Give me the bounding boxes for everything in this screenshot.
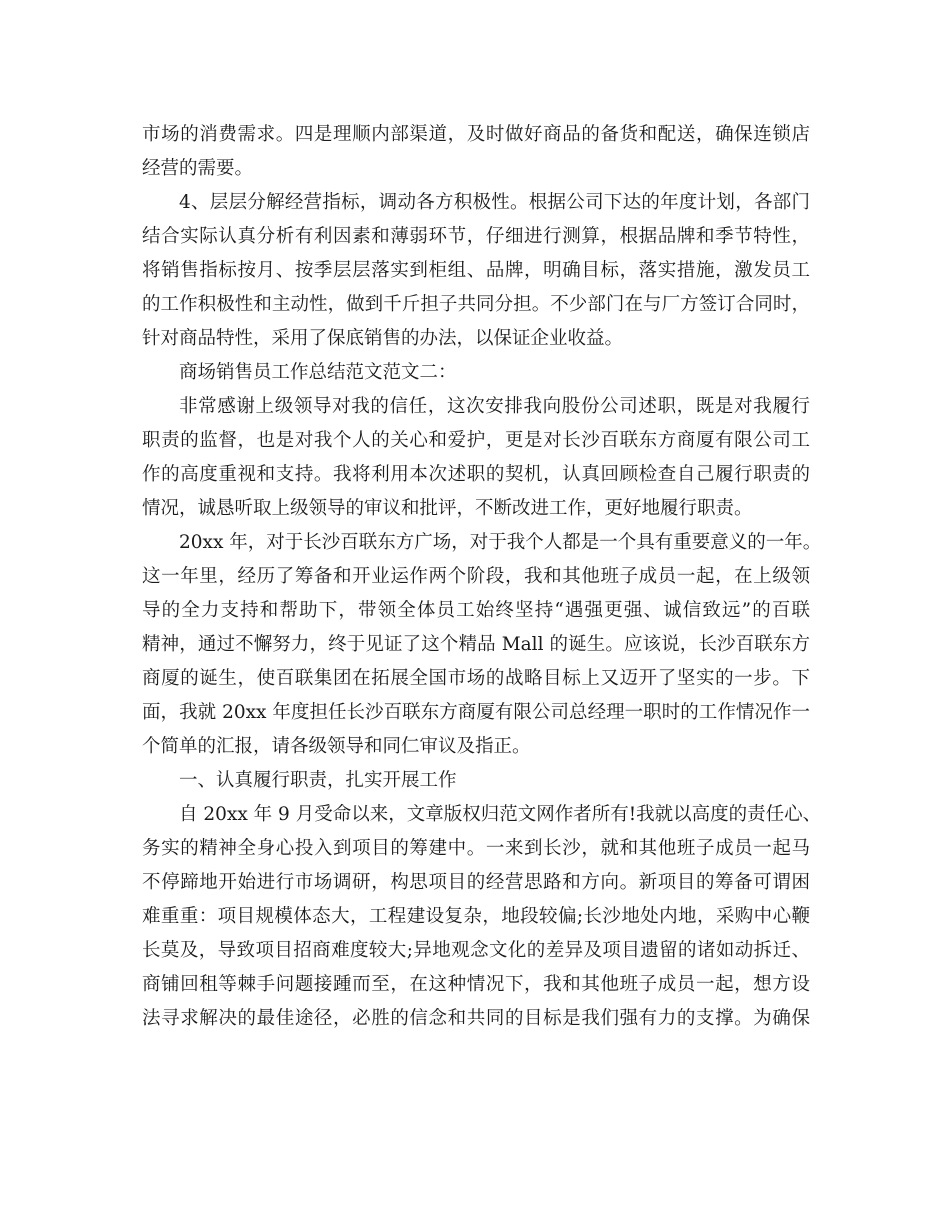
text-line: 导的全力支持和帮助下，带领全体员工始终坚持“遇强更强、诚信致远”的百联 xyxy=(142,600,810,621)
text-line: 4、层层分解经营指标，调动各方积极性。根据公司下达的年度计划，各部门 xyxy=(179,192,810,213)
text-line: 法寻求解决的最佳途径，必胜的信念和共同的目标是我们强有力的支撑。为确保 xyxy=(142,1008,810,1029)
text-line: 不停蹄地开始进行市场调研，构思项目的经营思路和方向。新项目的筹备可谓困 xyxy=(142,872,810,893)
text-line: 结合实际认真分析有利因素和薄弱环节，仔细进行测算，根据品牌和季节特性， xyxy=(142,226,810,247)
document-body xyxy=(142,118,822,1036)
text-line: 面，我就 20xx 年度担任长沙百联东方商厦有限公司总经理一职时的工作情况作一 xyxy=(142,702,810,723)
text-line: 长莫及，导致项目招商难度较大;异地观念文化的差异及项目遗留的诸如动拆迁、 xyxy=(142,940,810,961)
text-line: 个简单的汇报，请各级领导和同仁审议及指正。 xyxy=(142,736,531,757)
text-line: 情况，诚恳听取上级领导的审议和批评，不断改进工作，更好地履行职责。 xyxy=(142,498,753,519)
text-line: 针对商品特性，采用了保底销售的办法，以保证企业收益。 xyxy=(142,328,624,349)
text-line: 难重重：项目规模体态大，工程建设复杂，地段较偏;长沙地处内地，采购中心鞭 xyxy=(142,906,810,927)
text-line: 这一年里，经历了筹备和开业运作两个阶段，我和其他班子成员一起，在上级领 xyxy=(142,566,810,587)
section-heading: 一、认真履行职责，扎实开展工作 xyxy=(179,770,457,791)
text-line: 自 20xx 年 9 月受命以来，文章版权归范文网作者所有!我就以高度的责任心、 xyxy=(179,804,822,825)
section-heading: 商场销售员工作总结范文范文二： xyxy=(179,362,457,383)
text-line: 精神，通过不懈努力，终于见证了这个精品 Mall 的诞生。应该说，长沙百联东方 xyxy=(142,634,810,655)
text-line: 商铺回租等棘手问题接踵而至，在这种情况下，我和其他班子成员一起，想方设 xyxy=(142,974,810,995)
text-line: 商厦的诞生，使百联集团在拓展全国市场的战略目标上又迈开了坚实的一步。下 xyxy=(142,668,810,689)
text-line: 将销售指标按月、按季层层落实到柜组、品牌，明确目标，落实措施，激发员工 xyxy=(142,260,810,281)
text-line: 的工作积极性和主动性，做到千斤担子共同分担。不少部门在与厂方签订合同时， xyxy=(142,294,810,315)
text-line: 非常感谢上级领导对我的信任，这次安排我向股份公司述职，既是对我履行 xyxy=(179,396,810,417)
text-line: 职责的监督，也是对我个人的关心和爱护，更是对长沙百联东方商厦有限公司工 xyxy=(142,430,810,451)
text-line: 经营的需要。 xyxy=(142,158,254,179)
text-line: 市场的消费需求。四是理顺内部渠道，及时做好商品的备货和配送，确保连锁店 xyxy=(142,124,810,145)
text-line: 务实的精神全身心投入到项目的筹建中。一来到长沙，就和其他班子成员一起马 xyxy=(142,838,810,859)
text-line: 20xx 年，对于长沙百联东方广场，对于我个人都是一个具有重要意义的一年。 xyxy=(179,532,822,553)
text-line: 作的高度重视和支持。我将利用本次述职的契机，认真回顾检查自己履行职责的 xyxy=(142,464,810,485)
